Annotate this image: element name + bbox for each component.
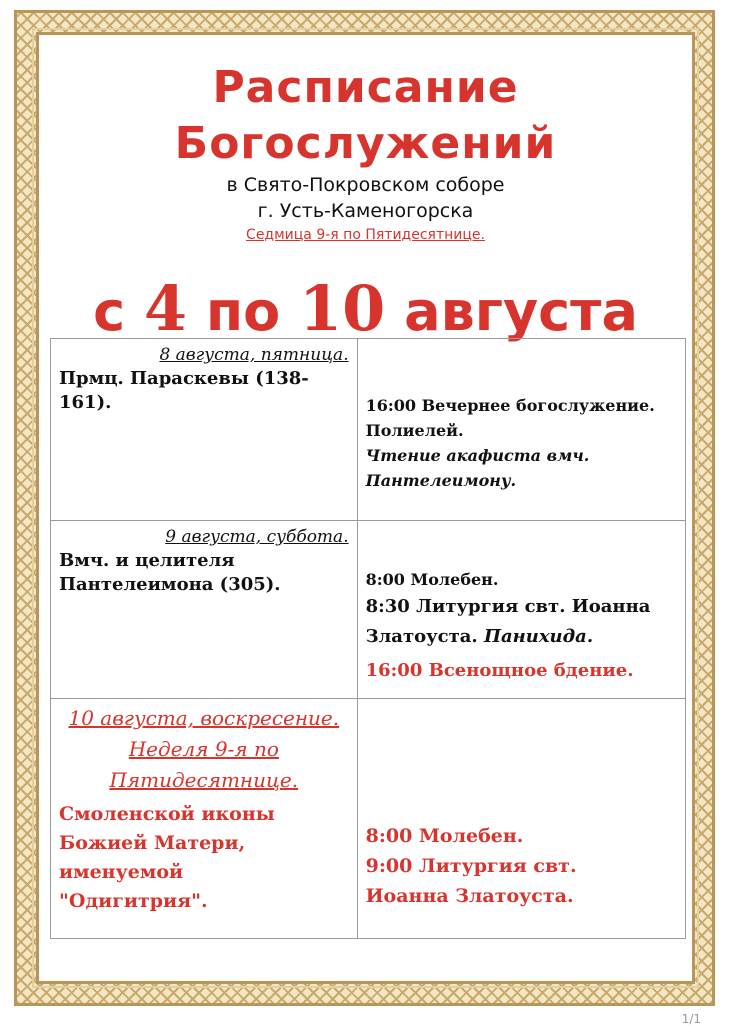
feast-line: именуемой <box>59 861 184 883</box>
service-line <box>366 592 677 652</box>
subtitle-cathedral: в Свято-Покровском соборе <box>226 174 505 196</box>
services-cell <box>357 699 685 939</box>
service-text: 8:30 Литургия свт. Иоанна Златоуста. <box>365 596 651 647</box>
table-row <box>51 339 686 521</box>
table-row <box>51 521 686 699</box>
day-cell <box>51 339 358 521</box>
service-text-italic: Панихида. <box>477 626 594 647</box>
service-line-italic: Чтение акафиста вмч. Пантелеимону. <box>365 446 590 490</box>
week-label: Седмица 9-я по Пятидесятнице. <box>246 227 485 243</box>
table-row <box>51 699 686 939</box>
feast-line: Божией Матери, <box>59 832 246 854</box>
subtitle-city: г. Усть-Каменогорска <box>257 200 474 222</box>
date-middle: по <box>187 280 300 343</box>
title-line-1: Расписание <box>212 62 519 113</box>
date-to: 10 <box>299 272 386 345</box>
service-line: 8:00 Молебен. <box>365 570 499 589</box>
schedule-table <box>50 338 686 939</box>
date-prefix: с <box>93 280 144 343</box>
day-date: 10 августа, воскресение. <box>68 706 340 730</box>
service-line-red: Иоанна Златоуста. <box>365 885 574 907</box>
feast-line: Смоленской иконы <box>59 803 275 825</box>
service-line: Полиелей. <box>365 421 464 440</box>
service-line-red: 8:00 Молебен. <box>365 825 524 847</box>
day-feast: Вмч. и целителя Пантелеимона (305). <box>59 550 281 595</box>
sunday-name: Неделя 9-я по Пятидесятнице. <box>109 737 299 792</box>
feast-line: "Одигитрия". <box>59 890 208 912</box>
header <box>36 60 695 246</box>
service-line: 16:00 Вечернее богослужение. <box>365 396 655 415</box>
day-date: 8 августа, пятница. <box>159 345 349 365</box>
day-date: 9 августа, суббота. <box>165 527 349 547</box>
day-cell <box>51 699 358 939</box>
date-range <box>36 274 695 347</box>
date-month: августа <box>385 280 638 343</box>
services-cell <box>357 339 685 521</box>
service-line-red: 16:00 Всенощное бдение. <box>365 660 634 681</box>
title-line-2: Богослужений <box>174 118 557 169</box>
services-cell <box>357 521 685 699</box>
page-counter: 1/1 <box>681 1012 701 1026</box>
date-from: 4 <box>143 272 188 345</box>
day-cell <box>51 521 358 699</box>
service-line-red: 9:00 Литургия свт. <box>365 855 577 877</box>
day-feast: Прмц. Параскевы (138-161). <box>59 368 309 413</box>
